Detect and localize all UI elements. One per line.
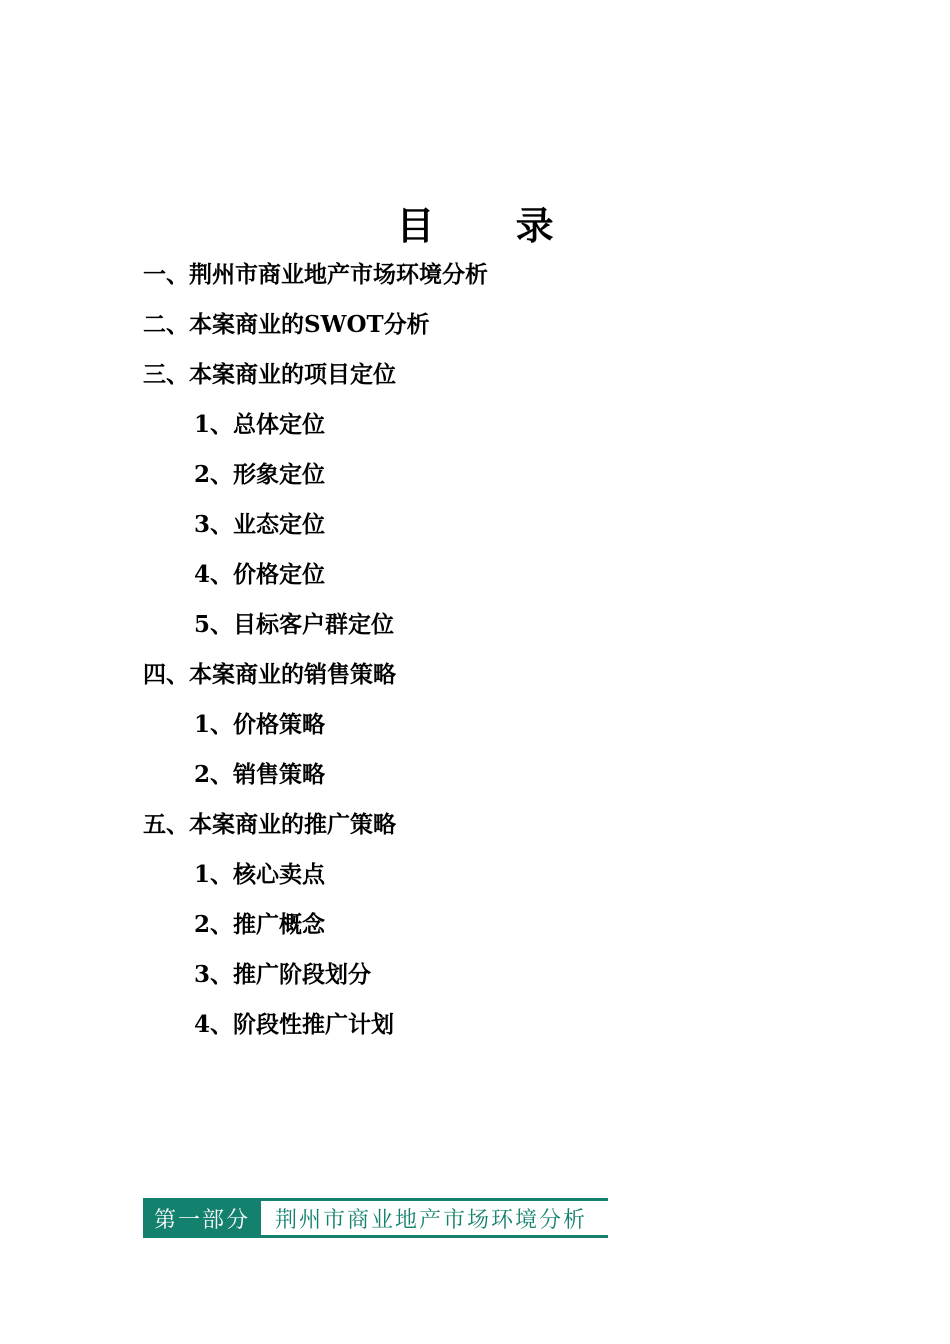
- toc-subitem[interactable]: 1、价格策略: [194, 711, 326, 738]
- toc-subitem[interactable]: 4、价格定位: [194, 561, 326, 588]
- toc-chapter-3[interactable]: 三、本案商业的项目定位: [143, 361, 396, 388]
- toc-subitem[interactable]: 2、销售策略: [194, 761, 326, 788]
- section-banner: [143, 1198, 608, 1238]
- toc-subitem[interactable]: 1、总体定位: [194, 411, 326, 438]
- toc-subitem[interactable]: 4、阶段性推广计划: [194, 1011, 395, 1038]
- toc-subitem[interactable]: 3、业态定位: [194, 511, 326, 538]
- page-title: 目 录: [396, 203, 588, 248]
- section-tag: 第一部分: [143, 1201, 261, 1235]
- section-title: 荆州市商业地产市场环境分析: [275, 1207, 588, 1233]
- toc-chapter-2[interactable]: 二、本案商业的SWOT分析: [143, 311, 430, 338]
- toc-chapter-5[interactable]: 五、本案商业的推广策略: [143, 811, 396, 838]
- toc-chapter-4[interactable]: 四、本案商业的销售策略: [143, 661, 396, 688]
- toc-chapter-1[interactable]: 一、荆州市商业地产市场环境分析: [143, 261, 488, 288]
- toc-subitem[interactable]: 1、核心卖点: [194, 861, 326, 888]
- toc-subitem[interactable]: 2、推广概念: [194, 911, 326, 938]
- toc-subitem[interactable]: 5、目标客户群定位: [194, 611, 395, 638]
- toc-subitem[interactable]: 3、推广阶段划分: [194, 961, 372, 988]
- toc-subitem[interactable]: 2、形象定位: [194, 461, 326, 488]
